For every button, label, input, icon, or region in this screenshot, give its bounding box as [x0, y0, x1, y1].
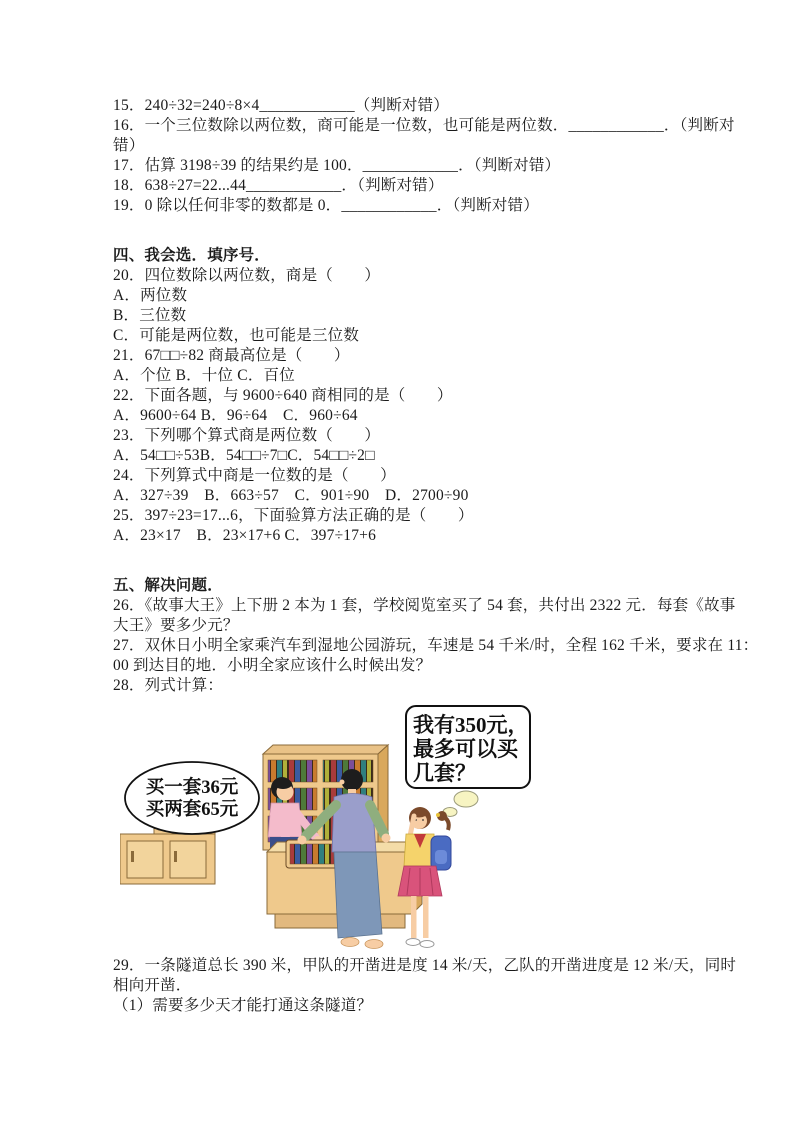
choice-option: A．327÷39 B．663÷57 C．901÷90 D．2700÷90 — [113, 487, 469, 504]
choice-option: B．三位数 — [113, 307, 187, 324]
choice-option: A．23×17 B．23×17+6 C．397÷17+6 — [113, 527, 377, 544]
question-line: 17．估算 3198÷39 的结果约是 100．____________．（判断对错） — [113, 157, 561, 174]
worksheet-content — [113, 96, 759, 1016]
price-bubble-line2: 买两套65元 — [145, 800, 239, 820]
price-bubble-line1: 买一套36元 — [145, 778, 239, 798]
price-speech-bubble — [125, 762, 259, 834]
budget-bubble-line2: 最多可以买 — [413, 737, 518, 761]
question-line: 15．240÷32=240÷8×4____________（判断对错） — [113, 97, 449, 114]
question-line: 大王》要多少元？ — [113, 617, 239, 634]
question-line: （1）需要多少天才能打通这条隧道？ — [113, 997, 373, 1014]
question-line: 00 到达目的地．小明全家应该什么时候出发？ — [113, 657, 432, 674]
question-line: 19．0 除以任何非零的数都是 0．____________．（判断对错） — [113, 197, 539, 214]
bookstore-illustration — [120, 700, 550, 954]
question-line: 22．下面各题，与 9600÷640 商相同的是（ ） — [113, 387, 453, 404]
question-line: 27．双休日小明全家乘汽车到湿地公园游玩，车速是 54 千米/时，全程 162 千米，要求在 11： — [113, 637, 759, 654]
question-line: 相向开凿． — [113, 977, 192, 994]
question-line: 16．一个三位数除以两位数，商可能是一位数，也可能是两位数．____________．（判断对 — [113, 117, 735, 134]
budget-bubble-line1: 我有350元， — [413, 713, 529, 737]
budget-thought-bubble — [406, 706, 530, 788]
question-line: 24．下列算式中商是一位数的是（ ） — [113, 467, 396, 484]
choice-option: A．两位数 — [113, 287, 188, 304]
question-line: 23．下列哪个算式商是两位数（ ） — [113, 427, 381, 444]
choice-option: A．9600÷64 B．96÷64 C．960÷64 — [113, 407, 358, 424]
question-line: 26．《故事大王》上下册 2 本为 1 套，学校阅览室买了 54 套，共付出 2322 元．每套《故事 — [113, 597, 736, 614]
choice-option: A．个位 B．十位 C．百位 — [113, 367, 295, 384]
question-line: 18．638÷27=22...44____________．（判断对错） — [113, 177, 444, 194]
section-header: 五、解决问题． — [113, 577, 223, 594]
section-header: 四、我会选．填序号． — [113, 247, 271, 264]
section-gap — [113, 216, 733, 246]
question-line: 28．列式计算： — [113, 677, 224, 694]
question-line: 21．67□□÷82 商最高位是（ ） — [113, 347, 350, 364]
choice-option: A．54□□÷53B．54□□÷7□C．54□□÷2□ — [113, 447, 375, 464]
question-line: 29．一条隧道总长 390 米，甲队的开凿进是度 14 米/天，乙队的开凿进度是 12 米/天，同时 — [113, 957, 737, 974]
question-line: 20．四位数除以两位数，商是（ ） — [113, 267, 381, 284]
section-gap — [113, 546, 733, 576]
thought-dots — [443, 791, 478, 817]
question-line: 错） — [113, 137, 145, 154]
cabinet — [120, 834, 215, 884]
bookstore-scene-svg — [120, 700, 550, 954]
book-crate — [286, 840, 338, 868]
choice-option: C．可能是两位数，也可能是三位数 — [113, 327, 360, 344]
budget-bubble-line3: 几套？ — [413, 761, 476, 785]
question-line: 25．397÷23=17...6，下面验算方法正确的是（ ） — [113, 507, 474, 524]
customer-girl — [398, 807, 451, 948]
